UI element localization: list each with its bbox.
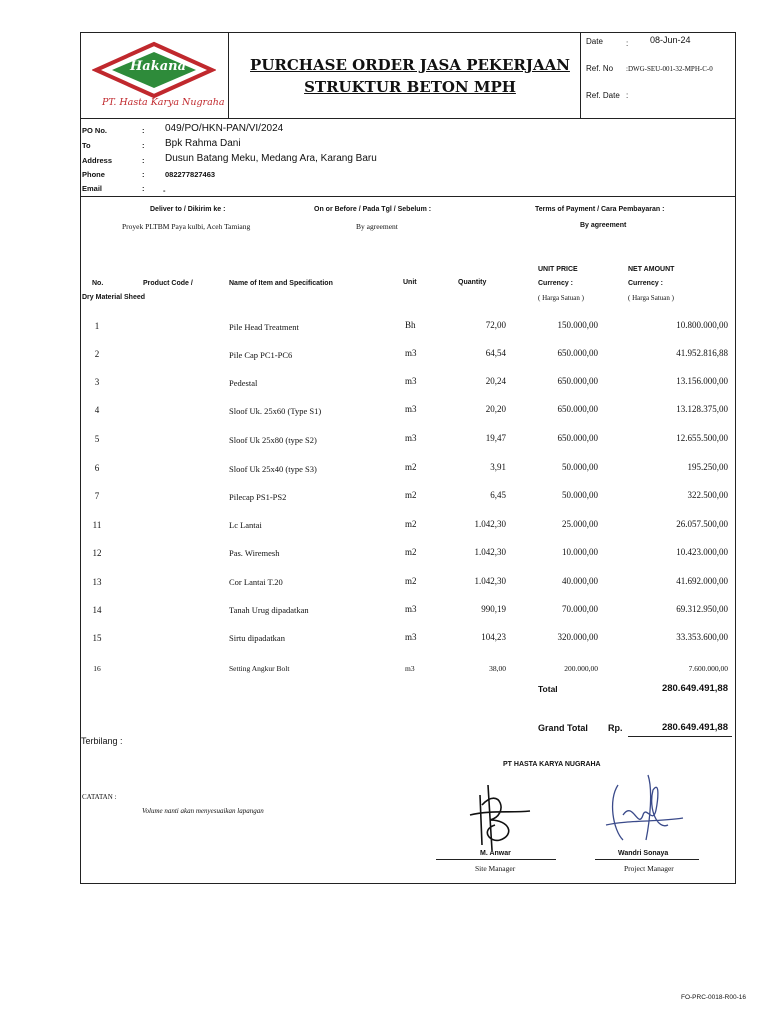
ondate-label: On or Before / Pada Tgl / Sebelum :	[314, 206, 432, 213]
item-qty: 1.042,30	[474, 547, 506, 557]
item-unit: m3	[405, 632, 417, 642]
item-unit: m2	[405, 490, 417, 500]
item-amount: 41.692.000,00	[676, 576, 728, 586]
item-unit: m2	[405, 462, 417, 472]
info-bottom-line	[80, 196, 736, 197]
item-no: 2	[94, 349, 100, 359]
signature-left-line	[436, 859, 556, 860]
item-name: Sloof Uk 25x40 (type S3)	[229, 464, 317, 474]
item-amount: 13.128.375,00	[676, 404, 728, 414]
item-price: 150.000,00	[557, 320, 598, 330]
footer-code: FO-PRC-0018-R00-16	[680, 994, 746, 1001]
item-no: 15	[92, 633, 102, 643]
item-no: 6	[94, 463, 100, 473]
col-qty: Quantity	[458, 279, 487, 286]
col-unit: Unit	[403, 279, 417, 286]
item-unit: Bh	[405, 320, 416, 330]
info-sep: :	[142, 170, 145, 179]
col-price-sub: ( Harga Satuan )	[538, 294, 584, 302]
item-qty: 1.042,30	[474, 576, 506, 586]
item-name: Lc Lantai	[229, 520, 262, 530]
deliver-value: Proyek PLTBM Paya kulbi, Aceh Tamiang	[122, 222, 251, 231]
info-value: -	[163, 186, 166, 195]
info-sep: :	[142, 126, 145, 135]
item-unit: m2	[405, 576, 417, 586]
grand-total-underline	[628, 736, 732, 737]
col-code2: Dry Material Sheed	[82, 294, 146, 301]
item-name: Sloof Uk 25x80 (type S2)	[229, 435, 317, 445]
item-amount: 10.423.000,00	[676, 547, 728, 557]
item-name: Pile Head Treatment	[229, 322, 299, 332]
signature-left-name: M. Anwar	[480, 850, 511, 857]
item-price: 320.000,00	[557, 632, 598, 642]
item-unit: m3	[405, 404, 417, 414]
header-divider-left	[228, 32, 229, 118]
terbilang-label: Terbilang :	[81, 736, 123, 746]
item-qty: 64,54	[485, 348, 506, 358]
signature-company: PT HASTA KARYA NUGRAHA	[503, 761, 601, 768]
col-price: UNIT PRICE	[538, 266, 578, 273]
item-no: 16	[93, 664, 101, 673]
item-amount: 322.500,00	[687, 490, 728, 500]
ref-label: Ref. No	[586, 64, 614, 73]
item-amount: 7.600.000,00	[688, 664, 728, 673]
item-qty: 990,19	[481, 604, 506, 614]
item-qty: 72,00	[485, 320, 506, 330]
col-code: Product Code /	[143, 280, 193, 287]
info-label: Phone	[82, 170, 105, 179]
item-price: 200.000,00	[564, 664, 598, 673]
terms-value: By agreement	[580, 222, 627, 229]
catatan-label: CATATAN :	[82, 793, 117, 801]
item-unit: m3	[405, 433, 417, 443]
col-amount-cur: Currency :	[628, 280, 664, 287]
company-logo	[92, 40, 225, 110]
item-price: 40.000,00	[562, 576, 598, 586]
grand-total-value: 280.649.491,88	[661, 722, 728, 733]
item-unit: m3	[405, 604, 417, 614]
item-no: 5	[94, 434, 100, 444]
info-label: Email	[82, 184, 103, 193]
item-price: 650.000,00	[557, 376, 598, 386]
ref-value: :DWG-SEU-001-32-MPH-C-0	[626, 65, 713, 73]
col-name: Name of Item and Specification	[229, 280, 333, 287]
item-no: 4	[94, 405, 100, 415]
item-price: 650.000,00	[557, 433, 598, 443]
item-price: 10.000,00	[562, 547, 598, 557]
item-amount: 69.312.950,00	[676, 604, 728, 614]
total-value: 280.649.491,88	[661, 683, 728, 694]
info-label: To	[82, 141, 91, 150]
item-price: 650.000,00	[557, 404, 598, 414]
col-price-cur: Currency :	[538, 280, 574, 287]
signature-right-line	[595, 859, 699, 860]
refdate-sep: :	[626, 91, 629, 100]
date-value: 08-Jun-24	[650, 35, 691, 45]
company-name: PT. Hasta Karya Nugraha	[102, 97, 225, 108]
info-value: Bpk Rahma Dani	[165, 138, 241, 149]
info-label: PO No.	[82, 126, 108, 135]
item-price: 50.000,00	[562, 462, 598, 472]
date-label: Date	[586, 37, 603, 46]
item-unit: m3	[405, 376, 417, 386]
item-qty: 1.042,30	[474, 519, 506, 529]
item-amount: 12.655.500,00	[676, 433, 728, 443]
item-amount: 13.156.000,00	[676, 376, 728, 386]
signature-right-icon	[598, 770, 688, 860]
col-amount: NET AMOUNT	[628, 266, 675, 273]
info-sep: :	[142, 184, 145, 193]
item-name: Tanah Urug dipadatkan	[229, 605, 309, 615]
info-value: 082277827463	[165, 170, 216, 179]
item-name: Cor Lantai T.20	[229, 577, 283, 587]
item-qty: 3,91	[490, 462, 506, 472]
total-label: Total	[538, 684, 558, 694]
item-qty: 20,20	[485, 404, 506, 414]
item-name: Pile Cap PC1-PC6	[229, 350, 293, 360]
item-price: 70.000,00	[562, 604, 598, 614]
item-qty: 20,24	[485, 376, 506, 386]
signature-left-role: Site Manager	[475, 864, 516, 873]
header-bottom-line	[80, 118, 736, 119]
item-unit: m3	[405, 664, 415, 673]
col-amount-sub: ( Harga Satuan )	[628, 294, 674, 302]
item-name: Pedestal	[229, 378, 258, 388]
info-label: Address	[82, 156, 113, 165]
logo-text: Hakana	[130, 59, 187, 74]
item-amount: 26.057.500,00	[676, 519, 728, 529]
item-amount: 10.800.000,00	[676, 320, 728, 330]
item-name: Sloof Uk. 25x60 (Type S1)	[229, 406, 322, 416]
item-no: 3	[94, 377, 100, 387]
item-no: 11	[92, 520, 102, 530]
item-amount: 195.250,00	[687, 462, 728, 472]
item-no: 1	[94, 321, 100, 331]
info-sep: :	[142, 156, 145, 165]
page-title-line1: PURCHASE ORDER JASA PEKERJAAN	[250, 56, 570, 74]
item-no: 12	[92, 548, 102, 558]
signature-left-icon	[460, 775, 540, 855]
item-name: Pas. Wiremesh	[229, 548, 280, 558]
item-unit: m3	[405, 348, 417, 358]
col-no: No.	[92, 280, 104, 287]
info-sep: :	[142, 141, 145, 150]
item-no: 7	[94, 491, 100, 501]
catatan-text: Volume nanti akan menyesuaikan lapangan	[142, 807, 264, 815]
item-qty: 6,45	[490, 490, 506, 500]
item-no: 14	[92, 605, 102, 615]
item-unit: m2	[405, 547, 417, 557]
terms-label: Terms of Payment / Cara Pembayaran :	[535, 206, 665, 213]
item-name: Pilecap PS1-PS2	[229, 492, 287, 502]
item-qty: 38,00	[489, 664, 506, 673]
deliver-label: Deliver to / Dikirim ke :	[150, 206, 226, 213]
item-name: Setting Angkur Bolt	[229, 664, 290, 673]
item-price: 650.000,00	[557, 348, 598, 358]
refdate-label: Ref. Date	[586, 91, 620, 100]
item-no: 13	[92, 577, 102, 587]
item-amount: 33.353.600,00	[676, 632, 728, 642]
item-unit: m2	[405, 519, 417, 529]
header-divider-right	[580, 32, 581, 118]
grand-total-currency: Rp.	[608, 723, 623, 733]
info-value: Dusun Batang Meku, Medang Ara, Karang Baru	[165, 153, 377, 164]
page-title-line2: STRUKTUR BETON MPH	[304, 78, 516, 96]
info-value: 049/PO/HKN-PAN/VI/2024	[165, 123, 284, 134]
signature-right-name: Wandri Sonaya	[618, 850, 669, 857]
item-qty: 104,23	[481, 632, 506, 642]
signature-right-role: Project Manager	[624, 864, 674, 873]
item-name: Sirtu dipadatkan	[229, 633, 285, 643]
ondate-value: By agreement	[356, 222, 398, 231]
date-sep: :	[626, 39, 629, 48]
item-qty: 19,47	[485, 433, 506, 443]
item-amount: 41.952.816,88	[676, 348, 728, 358]
item-price: 50.000,00	[562, 490, 598, 500]
item-price: 25.000,00	[562, 519, 598, 529]
grand-total-label: Grand Total	[538, 723, 588, 733]
